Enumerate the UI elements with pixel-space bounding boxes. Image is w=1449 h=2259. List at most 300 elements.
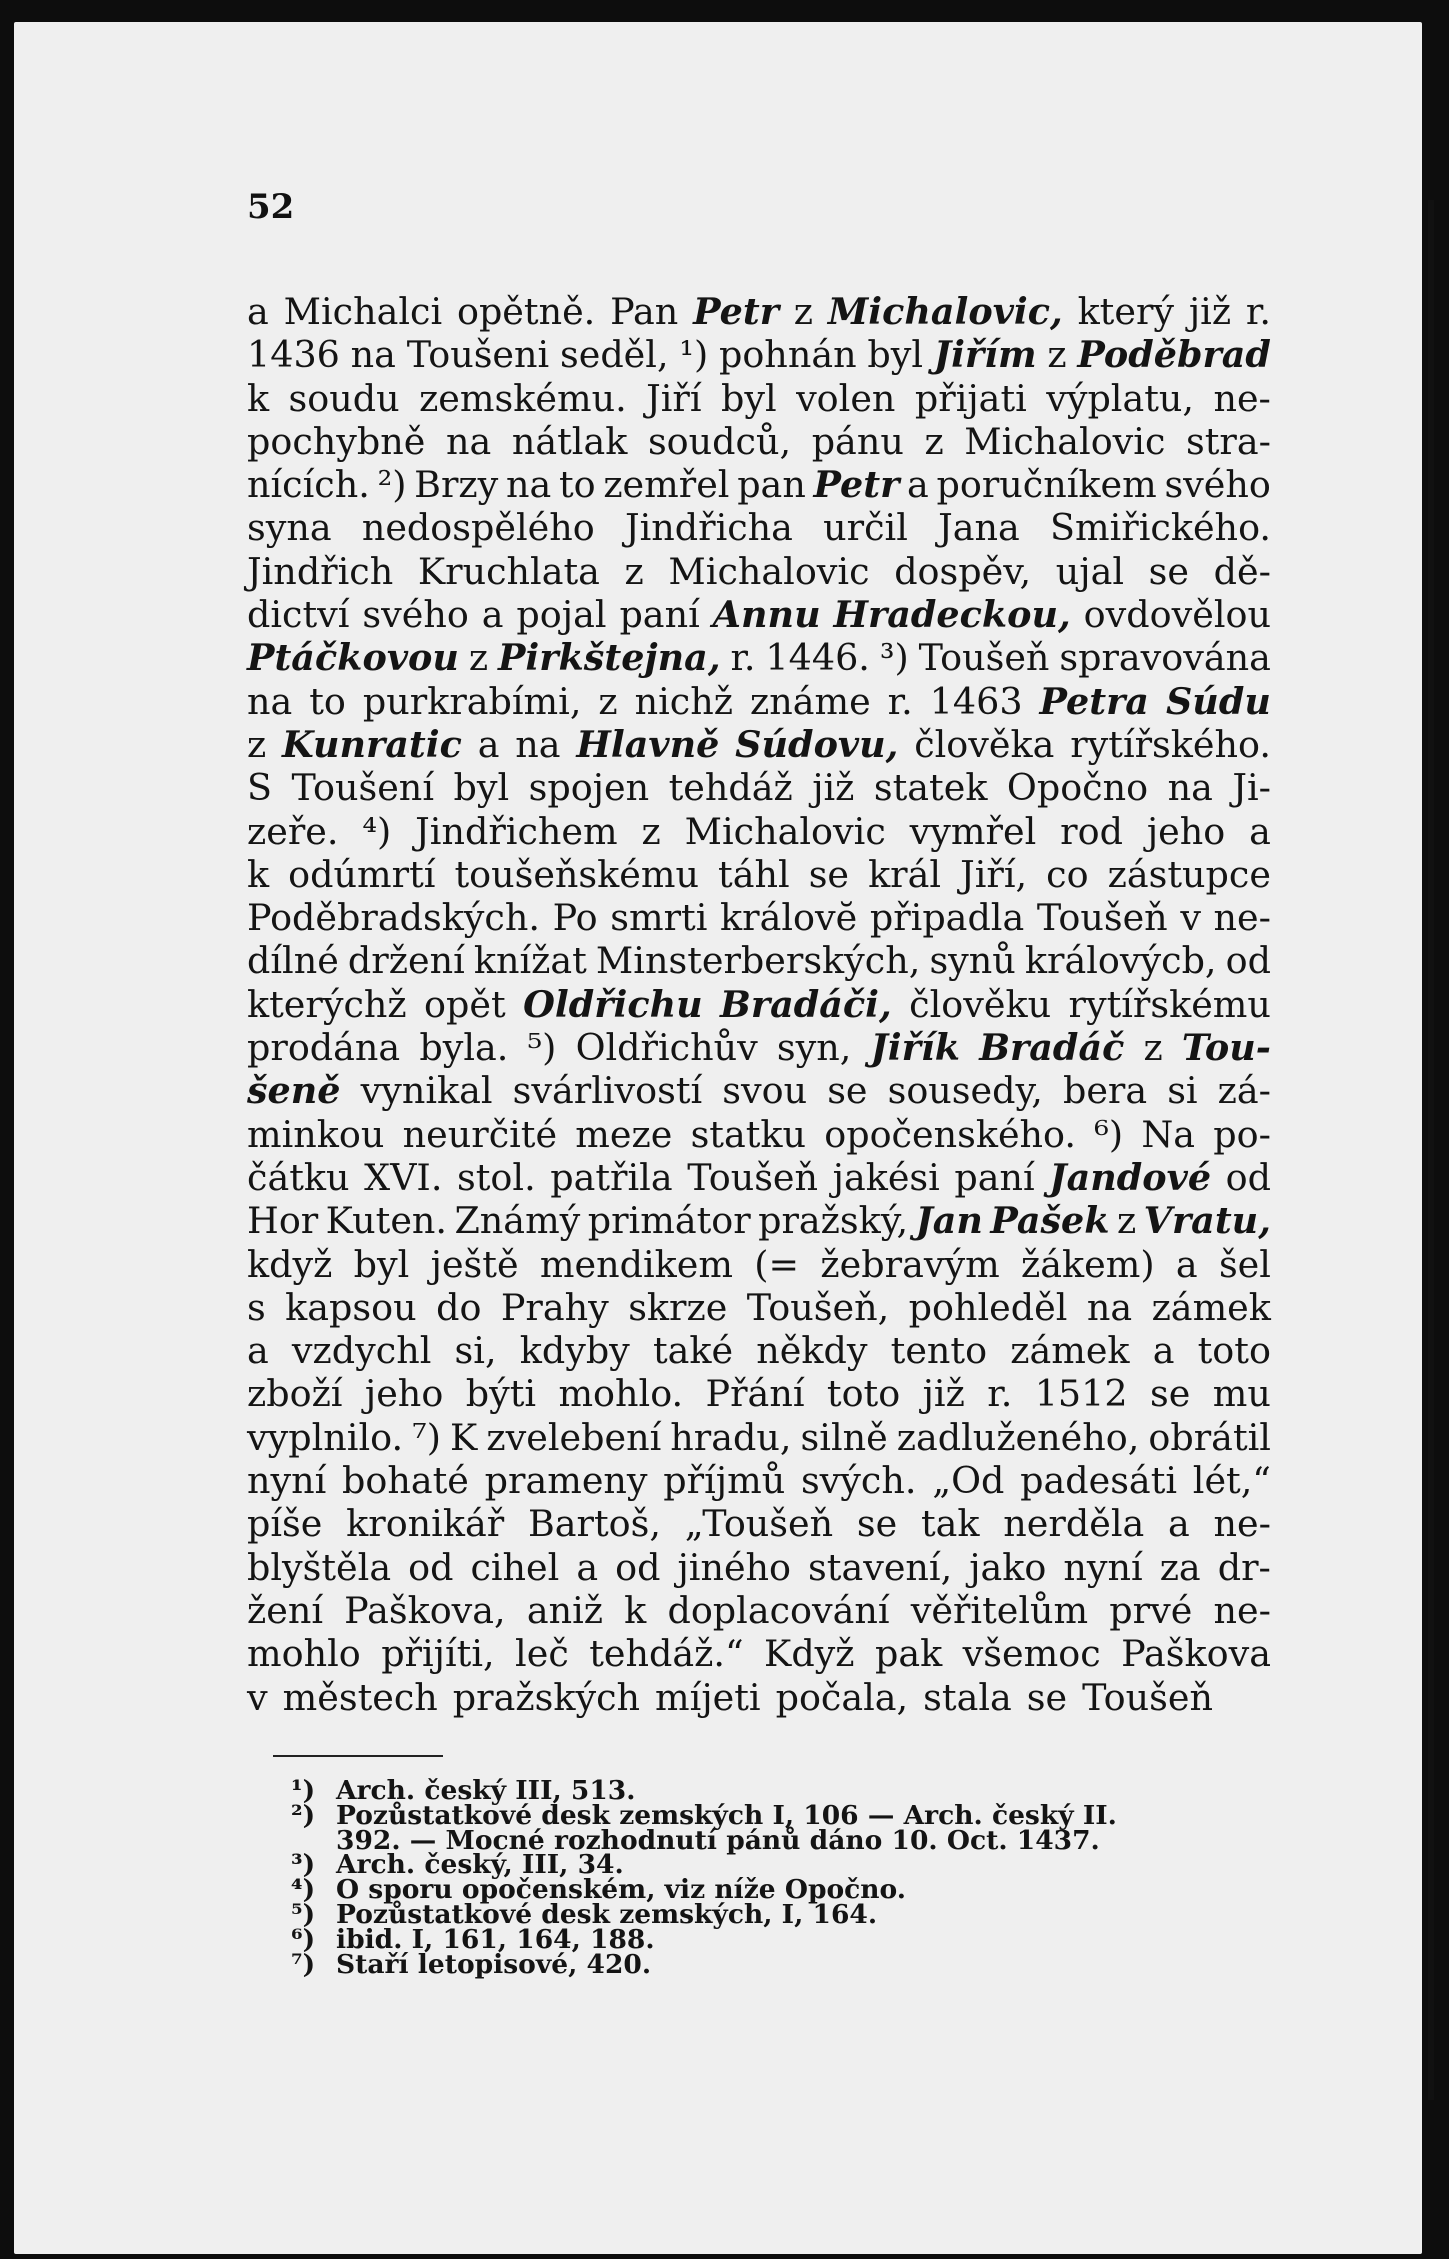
word: Jindřichem <box>415 809 618 853</box>
word: Tou- <box>1181 1026 1271 1070</box>
word: zvelebení <box>486 1415 662 1459</box>
word: k <box>624 1588 647 1632</box>
word: královýcb, <box>1024 939 1217 983</box>
word: pražský, <box>758 1199 909 1243</box>
word: mohlo. <box>558 1372 684 1416</box>
text-line <box>247 939 1271 982</box>
word: rytířského. <box>1070 722 1271 766</box>
text-line <box>247 1329 1271 1372</box>
word: pak <box>874 1632 943 1676</box>
word: pojal <box>516 593 607 637</box>
word: Kunratic <box>282 722 462 766</box>
word: spojen <box>528 766 650 810</box>
word: byl <box>720 376 777 420</box>
word: Súdovu, <box>735 722 899 766</box>
word: známe <box>749 679 871 723</box>
text-line <box>247 636 1271 679</box>
word: z <box>247 722 267 766</box>
word: z <box>924 419 944 463</box>
word: stala <box>923 1675 1012 1719</box>
word: od <box>408 1545 454 1589</box>
text-line <box>247 723 1271 766</box>
word: neurčité <box>402 1112 558 1156</box>
word: nících. <box>247 463 370 507</box>
word: 1446. <box>765 636 870 680</box>
footnote-text: Arch. český III, 513. <box>336 1775 636 1806</box>
text-line <box>247 1243 1271 1286</box>
word: primátor <box>587 1199 751 1243</box>
word: nedospělého <box>361 506 595 550</box>
word: v <box>247 1675 268 1719</box>
page-number: 52 <box>247 187 295 227</box>
word: Smiřického. <box>1049 506 1271 550</box>
word: Bradáči, <box>720 982 892 1026</box>
word: prodána <box>247 1026 401 1070</box>
word: již <box>812 766 855 810</box>
word: zemskému. <box>419 376 627 420</box>
word: Toušeň <box>687 1155 819 1199</box>
word: Michalovic <box>668 549 870 593</box>
word: táhl <box>718 852 790 896</box>
word: bera <box>1062 1069 1148 1113</box>
word: tehdáž <box>668 766 793 810</box>
word: Kruchlata <box>417 549 600 593</box>
word: svého <box>1164 463 1271 507</box>
word: na <box>445 419 492 463</box>
word: v <box>1180 896 1201 940</box>
word: mu <box>1212 1372 1271 1416</box>
word: Toušeň <box>1082 1675 1213 1719</box>
word: Jiří, <box>960 852 1028 896</box>
word: z <box>641 809 661 853</box>
word: šel <box>1218 1242 1271 1286</box>
text-line <box>247 853 1271 896</box>
word: skrze <box>628 1285 728 1329</box>
word: volen <box>796 376 896 420</box>
word: prameny <box>484 1459 648 1503</box>
text-line <box>247 766 1271 809</box>
word: toto <box>826 1372 901 1416</box>
word: na <box>1086 1285 1133 1329</box>
word: „Toušeň <box>684 1502 834 1546</box>
footnote-text: Arch. český, III, 34. <box>336 1849 624 1881</box>
word: soudců, <box>647 419 792 463</box>
word: dr- <box>1217 1545 1271 1589</box>
word: a <box>907 463 929 507</box>
word: bohaté <box>342 1459 469 1503</box>
word: zemřel <box>603 463 730 507</box>
word: Prahy <box>500 1285 609 1329</box>
word: odúmrtí <box>288 852 436 896</box>
word: zadluženého, <box>896 1415 1140 1459</box>
word: spravována <box>1059 636 1271 680</box>
word: připadla <box>869 896 1025 940</box>
word: seděl, <box>559 333 669 377</box>
word: Ji- <box>1232 766 1271 810</box>
word: opět <box>424 982 506 1026</box>
word: ⁵) <box>527 1026 557 1070</box>
word: z <box>598 679 618 723</box>
word: na <box>247 679 293 723</box>
word: se <box>1150 1372 1191 1416</box>
word: píše <box>247 1502 323 1546</box>
word: jiného <box>677 1545 792 1589</box>
word: všemoc <box>962 1632 1101 1676</box>
word: člověku <box>909 982 1052 1026</box>
word: počala, <box>775 1675 909 1719</box>
footnote-mark: ⁶) <box>291 1923 316 1955</box>
word: se <box>1026 1675 1068 1719</box>
footnote-mark: ⁷) <box>291 1948 316 1980</box>
word: Jindřicha <box>624 506 793 550</box>
word: Toušeň <box>1036 896 1168 940</box>
word: od <box>615 1545 661 1589</box>
word: dospěv, <box>894 549 1032 593</box>
word: synů <box>929 939 1016 983</box>
word: Oldřichův <box>575 1026 758 1070</box>
footnote-mark: ⁴) <box>291 1874 316 1906</box>
page-edge-shadow <box>1428 200 1434 2100</box>
word: Pirkštejna, <box>497 636 721 680</box>
word: Jiřík <box>870 1026 961 1070</box>
word: leč <box>515 1632 569 1676</box>
word: purkrabími, <box>362 679 582 723</box>
word: svých. <box>800 1459 917 1503</box>
word: byl <box>453 766 510 810</box>
text-line <box>247 1546 1271 1589</box>
word: ⁷) <box>412 1415 441 1459</box>
word: mohlo <box>247 1632 361 1676</box>
word: lét,“ <box>1192 1459 1271 1503</box>
word: a <box>477 722 500 766</box>
word: kronikář <box>346 1502 505 1546</box>
word: cihel <box>470 1545 560 1589</box>
word: soudu <box>288 376 400 420</box>
word: Známý <box>454 1199 581 1243</box>
word: ³) <box>879 636 909 680</box>
word: paní <box>954 1155 1035 1199</box>
word: Jan <box>915 1199 983 1243</box>
word: dílné <box>247 939 339 983</box>
word: se <box>827 1069 868 1113</box>
word: již <box>1188 290 1232 333</box>
word: kapsou <box>285 1285 417 1329</box>
word: a <box>481 593 504 637</box>
word: na <box>515 722 561 766</box>
word: smrti <box>610 896 708 940</box>
text-line <box>247 290 1271 333</box>
word: stra- <box>1186 419 1271 463</box>
word: XVI. <box>364 1155 443 1199</box>
word: a <box>1168 1502 1190 1546</box>
word: Poděbradských. <box>247 896 540 940</box>
text-line <box>247 1372 1271 1415</box>
footnote-mark: ¹) <box>291 1775 316 1806</box>
word: vyplnilo. <box>247 1415 404 1459</box>
word: jeho <box>364 1372 444 1416</box>
word: Minsterberských, <box>595 939 921 983</box>
word: z <box>1143 1026 1163 1070</box>
word: Jana <box>938 506 1020 550</box>
word: královĕ <box>720 896 858 940</box>
word: král <box>868 852 942 896</box>
word: Jandové <box>1049 1155 1212 1199</box>
word: pochybně <box>247 419 426 463</box>
word: ⁴) <box>362 809 392 853</box>
word: čátku <box>247 1155 350 1199</box>
word: ne- <box>1213 1588 1271 1632</box>
word: meze <box>575 1112 673 1156</box>
word: vymřel <box>909 809 1037 853</box>
word: byla. <box>419 1026 509 1070</box>
text-line <box>247 810 1271 853</box>
word: kterýchž <box>247 982 407 1026</box>
text-line <box>247 896 1271 939</box>
footnote-mark: ³) <box>291 1849 316 1881</box>
word: tak <box>921 1502 980 1546</box>
word: z <box>624 549 644 593</box>
word: na <box>350 333 396 377</box>
word: r. <box>1245 290 1271 333</box>
footnote-text: Pozůstatkové desk zemských I, 106 — Arch. český II. <box>336 1799 1117 1831</box>
word: a <box>247 290 269 333</box>
word: a <box>1175 1242 1198 1286</box>
word: a <box>1152 1329 1175 1373</box>
word: svou <box>722 1069 808 1113</box>
text-line <box>247 506 1271 549</box>
word: se <box>1148 549 1189 593</box>
word: Michalovic, <box>827 290 1063 333</box>
word: Bradáč <box>979 1026 1125 1070</box>
word: Poděbrad <box>1077 333 1271 377</box>
word: blyštěla <box>247 1545 392 1589</box>
word: ne- <box>1213 376 1271 420</box>
word: Petr <box>693 290 779 333</box>
word: Pašek <box>990 1199 1110 1243</box>
word: Hradeckou, <box>833 593 1071 637</box>
word: který <box>1077 290 1175 333</box>
word: statku <box>690 1112 807 1156</box>
text-line <box>247 1676 1271 1719</box>
text-line <box>247 1589 1271 1632</box>
word: co <box>1046 852 1089 896</box>
word: obrátil <box>1148 1415 1271 1459</box>
word: se <box>856 1502 898 1546</box>
word: to <box>558 463 596 507</box>
word: po- <box>1213 1112 1271 1156</box>
word: a <box>576 1545 599 1589</box>
word: městech <box>282 1675 438 1719</box>
text-line <box>247 1459 1271 1502</box>
word: ovdovělou <box>1083 593 1271 637</box>
word: již <box>922 1372 965 1416</box>
word: r. <box>987 1372 1013 1416</box>
word: nichž <box>634 679 733 723</box>
text-line <box>247 1069 1271 1112</box>
word: ne- <box>1213 896 1271 940</box>
word: Michalovic <box>964 419 1166 463</box>
word: ne- <box>1213 1502 1271 1546</box>
word: přijíti, <box>381 1632 495 1676</box>
word: nyní <box>1063 1545 1143 1589</box>
word: když <box>247 1242 333 1286</box>
word: Ptáčkovou <box>247 636 459 680</box>
word: ⁶) <box>1094 1112 1124 1156</box>
word: žebravým <box>820 1242 1000 1286</box>
word: prvé <box>1109 1588 1193 1632</box>
footnote-mark: ²) <box>291 1799 316 1831</box>
word: opětně. <box>456 290 596 333</box>
word: dictví <box>247 593 350 637</box>
footnotes <box>291 1775 1271 1980</box>
word: žákem) <box>1021 1242 1155 1286</box>
text-line <box>247 983 1271 1026</box>
word: žení <box>247 1588 324 1632</box>
word: Oldřichu <box>523 982 703 1026</box>
word: Paškova <box>1121 1632 1271 1676</box>
word: od <box>1225 939 1271 983</box>
word: jeho <box>1146 809 1226 853</box>
word: S <box>247 766 273 810</box>
word: Toušeň <box>918 636 1050 680</box>
word: držení <box>347 939 465 983</box>
word: ujal <box>1055 549 1125 593</box>
word: z <box>1116 1199 1137 1243</box>
footnote <box>291 1948 1271 1980</box>
word: věřitelům <box>910 1588 1089 1632</box>
word: jakési <box>832 1155 940 1199</box>
word: patřila <box>550 1155 673 1199</box>
word: byl <box>867 333 924 377</box>
word: za <box>1159 1545 1201 1589</box>
word: (= <box>754 1242 800 1286</box>
word: nyní <box>247 1459 327 1503</box>
footnote-divider <box>273 1755 443 1757</box>
word: Paškova, <box>344 1588 506 1632</box>
text-line <box>247 420 1271 463</box>
word: sousedy, <box>887 1069 1043 1113</box>
word: někdy <box>756 1329 868 1373</box>
word: r. <box>887 679 913 723</box>
word: výplatu, <box>1046 376 1195 420</box>
word: rod <box>1060 809 1123 853</box>
text-line <box>247 1113 1271 1156</box>
word: knížat <box>473 939 587 983</box>
word: pan <box>737 463 806 507</box>
word: dě- <box>1213 549 1271 593</box>
word: 1463 <box>929 679 1023 723</box>
word: si, <box>454 1329 497 1373</box>
word: poručníkem <box>936 463 1157 507</box>
word: jako <box>969 1545 1047 1589</box>
word: Petra <box>1039 679 1149 723</box>
word: to <box>309 679 346 723</box>
word: pánu <box>811 419 904 463</box>
word: přijati <box>914 376 1027 420</box>
text-line <box>247 1416 1271 1459</box>
word: Toušení <box>291 766 434 810</box>
word: k <box>247 852 270 896</box>
word: Kuten. <box>325 1199 448 1243</box>
word: tehdáž.“ <box>589 1632 744 1676</box>
main-text <box>247 290 1271 1719</box>
word: na <box>505 463 552 507</box>
word: zá- <box>1217 1069 1271 1113</box>
word: paní <box>619 593 700 637</box>
footnote-text: Pozůstatkové desk zemských, I, 164. <box>336 1898 878 1930</box>
footnote-text: 392. — Mocné rozhodnutí pánů dáno 10. Oct. 1437. <box>336 1824 1100 1856</box>
text-line <box>247 1156 1271 1199</box>
word: doplacování <box>667 1588 890 1632</box>
word: Jindřich <box>247 549 394 593</box>
word: z <box>793 290 813 333</box>
word: na <box>1167 766 1213 810</box>
word: k <box>247 376 270 420</box>
word: kdyby <box>519 1329 630 1373</box>
word: vzdychl <box>291 1329 432 1373</box>
word: syn, <box>776 1026 852 1070</box>
word: tento <box>890 1329 988 1373</box>
word: Súdu <box>1165 679 1271 723</box>
text-line <box>247 333 1271 376</box>
word: „Od <box>932 1459 1005 1503</box>
word: toušeňskému <box>454 852 699 896</box>
word: Petr <box>813 463 900 507</box>
word: zeře. <box>247 809 339 853</box>
word: Opočno <box>1006 766 1149 810</box>
word: nerděla <box>1003 1502 1145 1546</box>
text-line <box>247 550 1271 593</box>
word: Jiří <box>646 376 702 420</box>
word: pražských <box>452 1675 641 1719</box>
footnote-text: O sporu opočenském, viz níže Opočno. <box>336 1874 906 1906</box>
word: minkou <box>247 1112 385 1156</box>
word: se <box>808 852 850 896</box>
word: z <box>1047 333 1067 377</box>
text-line <box>247 377 1271 420</box>
text-line <box>247 463 1271 506</box>
word: zboží <box>247 1372 343 1416</box>
text-line <box>247 680 1271 723</box>
word: silně <box>800 1415 888 1459</box>
text-line <box>247 1286 1271 1329</box>
word: Michalci <box>283 290 443 333</box>
word: ¹) <box>679 333 709 377</box>
word: svého <box>362 593 469 637</box>
word: Když <box>764 1632 855 1676</box>
text-line <box>247 1632 1271 1675</box>
word: nátlak <box>511 419 628 463</box>
word: také <box>652 1329 734 1373</box>
word: z <box>468 636 489 680</box>
word: Jiřím <box>933 333 1037 377</box>
word: Toušeň, <box>746 1285 890 1329</box>
word: padesáti <box>1020 1459 1178 1503</box>
word: a <box>1249 809 1271 853</box>
word: aniž <box>526 1588 604 1632</box>
word: do <box>436 1285 482 1329</box>
word: ještě <box>430 1242 519 1286</box>
word: rytířskému <box>1068 982 1271 1026</box>
text-line <box>247 593 1271 636</box>
word: od <box>1225 1155 1271 1199</box>
text-line <box>247 1502 1271 1545</box>
word: svárlivostí <box>512 1069 703 1113</box>
word: člověka <box>914 722 1055 766</box>
word: K <box>450 1415 478 1459</box>
word: statek <box>873 766 988 810</box>
footnote-mark: ⁵) <box>291 1898 316 1930</box>
